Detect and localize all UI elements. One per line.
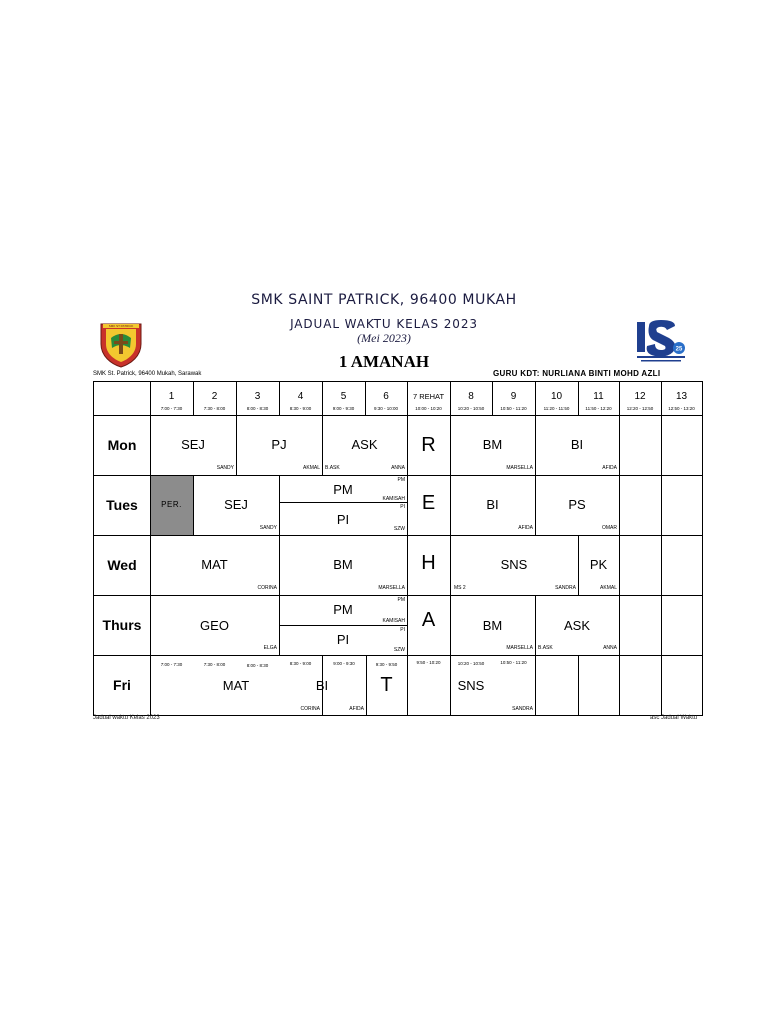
school-crest-logo [97, 320, 145, 368]
period-4-number: 4 [297, 391, 304, 402]
period-1-number: 1 [168, 391, 175, 402]
fri-time-3: 8:00 - 8:30 [246, 663, 269, 668]
rehat-letter-t: T [380, 674, 393, 696]
tues-pm-teacher: KAMISAH [382, 496, 405, 502]
period-3-time: 8:00 - 8:30 [246, 406, 269, 411]
tues-pm-tag: PM [397, 477, 405, 483]
period-10-number: 10 [550, 391, 563, 402]
period-9-time: 10:50 - 11:20 [500, 406, 527, 411]
tues-ps-subject: PS [568, 497, 586, 512]
thurs-ask-subject: ASK [563, 618, 590, 633]
thurs-pm-subject: PM [333, 602, 353, 617]
thurs-pi-subject: PI [336, 632, 350, 647]
mon-pj-teacher: AKMAL [303, 465, 320, 471]
tues-sej-subject: SEJ [224, 497, 248, 512]
wed-bm-subject: BM [333, 557, 353, 572]
fri-time-2: 7:30 - 8:00 [203, 662, 226, 667]
timetable-grid [93, 381, 703, 716]
day-thurs: Thurs [102, 617, 142, 633]
wed-sns-teacher-2: SANDRA [555, 585, 576, 591]
period-5-time: 9:00 - 9:30 [332, 406, 355, 411]
school-name: SMK SAINT PATRICK, 96400 MUKAH [251, 292, 517, 308]
fri-sns-subject: SNS [457, 678, 485, 693]
rehat-letter-h: H [421, 552, 436, 574]
period-10-time: 11:20 - 11:50 [543, 406, 570, 411]
period-11-number: 11 [593, 391, 604, 402]
wed-pk-teacher: AKMAL [600, 585, 617, 591]
wed-mat-teacher: CORINA [257, 585, 277, 591]
rehat-letter-a: A [421, 609, 436, 631]
fri-bi-teacher: AFIDA [349, 706, 364, 712]
day-fri: Fri [113, 677, 131, 693]
period-1-time: 7:00 - 7:30 [160, 406, 183, 411]
thurs-bm-subject: BM [482, 618, 503, 633]
anniversary-number: 25 [675, 346, 683, 353]
mon-sej-subject: SEJ [181, 437, 205, 452]
period-11-time: 11:50 - 12:20 [585, 406, 612, 411]
day-tues: Tues [106, 497, 138, 513]
timetable-month: (Mei 2023) [357, 331, 411, 345]
fri-mat-teacher: CORINA [300, 706, 320, 712]
rehat-letter-r: R [421, 434, 436, 456]
period-13-time: 12:50 - 13:20 [668, 406, 695, 411]
anniversary-logo [635, 318, 687, 364]
mon-bi-subject: BI [570, 437, 584, 452]
tues-pi-teacher: SZW [393, 526, 405, 532]
thurs-pm-tag: PM [397, 597, 405, 603]
thurs-pm-teacher: KAMISAH [382, 618, 405, 624]
class-name: 1 AMANAH [338, 352, 430, 371]
period-5-number: 5 [340, 391, 347, 402]
fri-time-5: 9:00 - 9:30 [333, 661, 355, 666]
thurs-bm-teacher: MARSELLA [506, 645, 533, 651]
tues-pm-subject: PM [333, 482, 353, 497]
fri-time-7: 9:50 - 10:20 [416, 660, 441, 665]
footer-left: Jadual waktu Kelas 2023 [93, 715, 160, 721]
thurs-ask-teacher-1: B.ASK [538, 645, 553, 651]
mon-ask-subject: ASK [351, 437, 378, 452]
thurs-geo-teacher: ELGA [263, 645, 277, 651]
fri-time-4: 8:30 - 9:00 [289, 661, 312, 666]
wed-mat-subject: MAT [201, 557, 228, 572]
wed-sns-teacher-1: MS 2 [454, 585, 466, 591]
mon-bi-teacher: AFIDA [602, 465, 617, 471]
period-8-time: 10:20 - 10:50 [457, 406, 485, 411]
mon-bm-subject: BM [482, 437, 503, 452]
thurs-pi-tag: PI [400, 627, 405, 633]
period-12-time: 12:20 - 12:50 [626, 406, 654, 411]
mon-sej-teacher: SANDY [216, 465, 234, 471]
fri-mat-subject: MAT [222, 678, 250, 693]
school-crest-text: SMK ST PATRICK [108, 324, 134, 329]
tues-bi-teacher: AFIDA [518, 525, 533, 531]
day-wed: Wed [107, 557, 137, 573]
tues-sej-teacher: SANDY [259, 525, 277, 531]
period-3-number: 3 [254, 391, 261, 402]
tues-ps-teacher: OMAR [602, 525, 617, 531]
period-13-number: 13 [675, 391, 688, 402]
period-7-time: 10:00 - 10:20 [415, 406, 442, 411]
wed-pk-subject: PK [589, 557, 608, 572]
fri-time-8: 10:20 - 10:50 [457, 661, 485, 666]
tues-bi-subject: BI [486, 497, 499, 512]
period-4-time: 8:30 - 9:00 [289, 406, 312, 411]
fri-bi-subject: BI [315, 678, 329, 693]
period-7-rehat-number: 7 REHAT [412, 392, 445, 401]
period-2-time: 7:30 - 8:00 [203, 406, 226, 411]
thurs-geo-subject: GEO [200, 618, 229, 633]
period-6-time: 9:30 - 10:00 [373, 406, 399, 411]
fri-time-9: 10:50 - 11:20 [500, 660, 527, 665]
tues-per-label: PER. [161, 500, 182, 509]
period-8-number: 8 [468, 391, 474, 402]
rehat-letter-e: E [421, 492, 436, 514]
period-6-number: 6 [383, 391, 389, 402]
thurs-pi-teacher: SZW [393, 647, 405, 653]
period-12-number: 12 [634, 391, 646, 402]
mon-ask-teacher-1: B.ASK [325, 465, 340, 471]
fri-sns-teacher: SANDRA [512, 706, 533, 712]
tues-pi-tag: PI [400, 504, 405, 510]
wed-sns-subject: SNS [500, 557, 528, 572]
fri-time-1: 7:00 - 7:30 [160, 662, 183, 667]
mon-ask-teacher-2: ANNA [391, 465, 405, 471]
mon-bm-teacher: MARSELLA [506, 465, 533, 471]
footer-right: asc Jadual Waktu [650, 715, 698, 721]
thurs-ask-teacher-2: ANNA [603, 645, 617, 651]
class-teacher: GURU KDT: NURLIANA BINTI MOHD AZLI [493, 369, 661, 378]
fri-time-6: 9:30 - 9:50 [375, 662, 398, 667]
timetable-subtitle: JADUAL WAKTU KELAS 2023 [290, 317, 478, 331]
mon-pj-subject: PJ [271, 437, 287, 452]
school-address: SMK St. Patrick, 96400 Mukah, Sarawak [93, 371, 202, 377]
day-mon: Mon [107, 437, 137, 453]
period-2-number: 2 [211, 391, 218, 402]
tues-pi-subject: PI [336, 512, 350, 527]
period-9-number: 9 [510, 391, 517, 402]
wed-bm-teacher: MARSELLA [378, 585, 405, 591]
